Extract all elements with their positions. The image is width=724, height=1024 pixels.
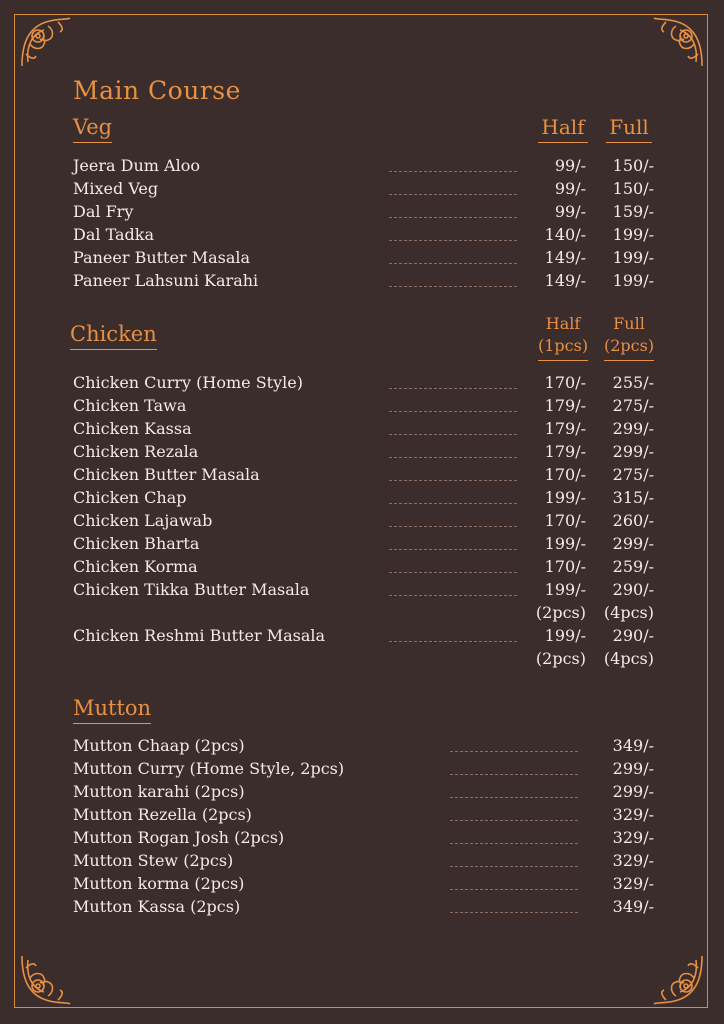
dotted-leader: [450, 751, 578, 752]
price-half: 99/-: [554, 179, 586, 198]
dotted-leader: [389, 388, 517, 389]
menu-item-name: Chicken Curry (Home Style): [73, 373, 303, 392]
dotted-leader: [389, 194, 517, 195]
price-half: 199/-: [544, 626, 586, 645]
menu-item-row: [73, 271, 673, 293]
menu-item-name: Dal Fry: [73, 202, 134, 221]
menu-item-row: [73, 225, 673, 247]
menu-item-row: [73, 511, 673, 533]
dotted-leader: [450, 866, 578, 867]
menu-item-row: [73, 465, 673, 487]
price-full: 299/-: [612, 442, 654, 461]
ornament-corner-icon: [18, 952, 74, 1008]
menu-item-row: [73, 580, 673, 622]
menu-item-name: Mutton karahi (2pcs): [73, 782, 245, 801]
menu-item-name: Chicken Tawa: [73, 396, 187, 415]
menu-item-row: [73, 557, 673, 579]
menu-item-row: [73, 488, 673, 510]
price-full: 290/-: [612, 580, 654, 599]
dotted-leader: [389, 217, 517, 218]
ornament-corner-icon: [18, 14, 74, 70]
chicken-col-full-label: Full: [613, 314, 645, 333]
page-title: Main Course: [73, 76, 241, 105]
price-full: 275/-: [612, 396, 654, 415]
menu-item-row: [73, 759, 673, 781]
dotted-leader: [389, 480, 517, 481]
dotted-leader: [450, 820, 578, 821]
menu-item-row: [73, 851, 673, 873]
dotted-leader: [389, 503, 517, 504]
menu-item-row: [73, 897, 673, 919]
dotted-leader: [389, 434, 517, 435]
menu-item-row: [73, 626, 673, 668]
dotted-leader: [389, 641, 517, 642]
price: 329/-: [612, 828, 654, 847]
chicken-col-half: [538, 313, 588, 361]
menu-item-name: Jeera Dum Aloo: [73, 156, 200, 175]
dotted-leader: [389, 263, 517, 264]
menu-item-name: Chicken Rezala: [73, 442, 199, 461]
dotted-leader: [389, 411, 517, 412]
ornament-corner-icon: [650, 952, 706, 1008]
menu-item-name: Dal Tadka: [73, 225, 155, 244]
price-full: 159/-: [612, 202, 654, 221]
chicken-col-full: [604, 313, 654, 361]
price-half: 179/-: [544, 442, 586, 461]
section-heading-veg: Veg: [73, 115, 112, 143]
price-full: 275/-: [612, 465, 654, 484]
menu-item-row: [73, 156, 673, 178]
dotted-leader: [450, 912, 578, 913]
menu-item-name: Chicken Kassa: [73, 419, 192, 438]
menu-item-name: Mixed Veg: [73, 179, 159, 198]
portion-full: (4pcs): [603, 603, 654, 622]
menu-item-row: [73, 202, 673, 224]
portion-half: (2pcs): [535, 603, 586, 622]
price-full: 150/-: [612, 179, 654, 198]
dotted-leader: [450, 774, 578, 775]
menu-item-name: Chicken Lajawab: [73, 511, 213, 530]
price-half: 199/-: [544, 488, 586, 507]
price: 349/-: [612, 897, 654, 916]
dotted-leader: [389, 171, 517, 172]
menu-item-name: Chicken Tikka Butter Masala: [73, 580, 310, 599]
menu-item-name: Chicken Butter Masala: [73, 465, 260, 484]
menu-item-row: [73, 874, 673, 896]
dotted-leader: [389, 572, 517, 573]
price: 299/-: [612, 782, 654, 801]
price: 329/-: [612, 805, 654, 824]
price-half: 199/-: [544, 580, 586, 599]
price-full: 199/-: [612, 271, 654, 290]
menu-item-row: [73, 828, 673, 850]
section-heading-mutton: Mutton: [73, 696, 151, 724]
portion-full: (4pcs): [603, 649, 654, 668]
menu-item-name: Chicken Chap: [73, 488, 187, 507]
price-half: 140/-: [544, 225, 586, 244]
dotted-leader: [389, 526, 517, 527]
menu-item-row: [73, 805, 673, 827]
menu-item-name: Mutton Curry (Home Style, 2pcs): [73, 759, 345, 778]
menu-item-name: Chicken Bharta: [73, 534, 200, 553]
menu-item-row: [73, 442, 673, 464]
dotted-leader: [389, 240, 517, 241]
price-full: 199/-: [612, 225, 654, 244]
price-full: 260/-: [612, 511, 654, 530]
price-half: 99/-: [554, 156, 586, 175]
price-full: 299/-: [612, 419, 654, 438]
chicken-col-half-sub: (1pcs): [538, 336, 589, 355]
menu-item-name: Mutton Stew (2pcs): [73, 851, 234, 870]
menu-item-row: [73, 248, 673, 270]
menu-item-row: [73, 782, 673, 804]
dotted-leader: [389, 457, 517, 458]
portion-half: (2pcs): [535, 649, 586, 668]
price-full: 290/-: [612, 626, 654, 645]
menu-item-name: Mutton korma (2pcs): [73, 874, 245, 893]
dotted-leader: [389, 286, 517, 287]
menu-item-row: [73, 396, 673, 418]
price-full: 199/-: [612, 248, 654, 267]
menu-item-row: [73, 534, 673, 556]
menu-item-row: [73, 419, 673, 441]
price: 329/-: [612, 874, 654, 893]
price-half: 149/-: [544, 271, 586, 290]
section-heading-chicken: Chicken: [70, 322, 157, 350]
chicken-col-half-label: Half: [545, 314, 581, 333]
menu-item-name: Mutton Chaap (2pcs): [73, 736, 245, 755]
dotted-leader: [450, 889, 578, 890]
price: 349/-: [612, 736, 654, 755]
dotted-leader: [450, 797, 578, 798]
menu-item-row: [73, 736, 673, 758]
price-half: 179/-: [544, 396, 586, 415]
veg-col-half: Half: [538, 115, 588, 143]
price-half: 170/-: [544, 511, 586, 530]
dotted-leader: [389, 595, 517, 596]
menu-item-name: Chicken Reshmi Butter Masala: [73, 626, 326, 645]
price: 329/-: [612, 851, 654, 870]
dotted-leader: [389, 549, 517, 550]
menu-item-name: Paneer Butter Masala: [73, 248, 251, 267]
price-full: 259/-: [612, 557, 654, 576]
dotted-leader: [450, 843, 578, 844]
price-half: 179/-: [544, 419, 586, 438]
menu-item-name: Mutton Rogan Josh (2pcs): [73, 828, 285, 847]
menu-item-name: Paneer Lahsuni Karahi: [73, 271, 259, 290]
menu-item-name: Mutton Rezella (2pcs): [73, 805, 252, 824]
menu-item-name: Mutton Kassa (2pcs): [73, 897, 241, 916]
price-full: 255/-: [612, 373, 654, 392]
menu-item-row: [73, 373, 673, 395]
price-half: 170/-: [544, 465, 586, 484]
price-half: 99/-: [554, 202, 586, 221]
chicken-col-full-sub: (2pcs): [604, 336, 655, 355]
ornament-corner-icon: [650, 14, 706, 70]
price: 299/-: [612, 759, 654, 778]
price-full: 150/-: [612, 156, 654, 175]
menu-item-name: Chicken Korma: [73, 557, 198, 576]
price-half: 199/-: [544, 534, 586, 553]
price-full: 315/-: [612, 488, 654, 507]
veg-col-full: Full: [606, 115, 652, 143]
price-half: 149/-: [544, 248, 586, 267]
price-full: 299/-: [612, 534, 654, 553]
price-half: 170/-: [544, 373, 586, 392]
menu-item-row: [73, 179, 673, 201]
price-half: 170/-: [544, 557, 586, 576]
